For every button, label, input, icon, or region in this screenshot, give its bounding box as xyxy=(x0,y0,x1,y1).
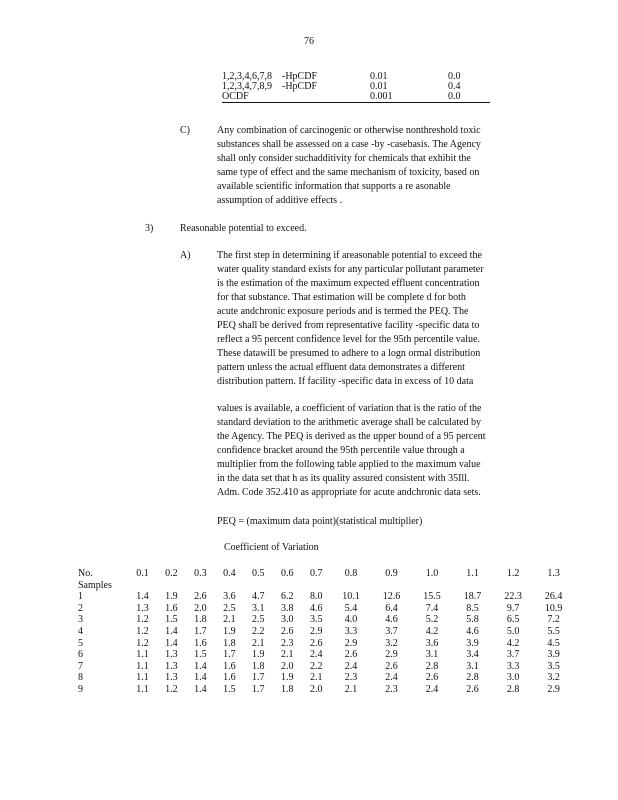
multiplier-cell: 1.6 xyxy=(194,637,207,649)
multiplier-cell: 1.2 xyxy=(136,625,149,637)
peq-formula: PEQ = (maximum data point)(statistical multiplier) xyxy=(217,516,423,527)
text-line: is the estimation of the maximum expected effluent concentration xyxy=(217,278,480,289)
text-line: the Agency. The PEQ is derived as the upper bound of a 95 percent xyxy=(217,431,486,442)
multiplier-cell: 3.9 xyxy=(547,649,560,661)
multiplier-cell: 1.3 xyxy=(165,672,178,684)
column-header: 0.9 xyxy=(385,568,398,579)
column-header: 0.8 xyxy=(344,568,358,579)
section-a-paragraph-1 xyxy=(217,249,535,389)
multiplier-cell: 3.1 xyxy=(466,660,479,672)
multiplier-cell: 2.1 xyxy=(223,614,236,626)
table-row xyxy=(78,626,574,638)
multiplier-cell: 8.0 xyxy=(309,591,323,603)
multiplier-cell: 1.7 xyxy=(252,683,265,695)
multiplier-cell: 2.5 xyxy=(252,614,265,626)
column-header: 1.2 xyxy=(506,568,520,579)
multiplier-cell: 1.1 xyxy=(136,649,149,661)
empty-cell xyxy=(128,580,157,592)
text-line: shall only consider suchadditivity for chemicals that exhibit the xyxy=(217,153,471,164)
secondary-value: 0.0 xyxy=(448,71,461,82)
text-line: acute andchronic exposure periods and is termed the PEQ. The xyxy=(217,306,469,317)
multiplier-cell: 2.6 xyxy=(344,649,358,661)
multiplier-cell: 4.7 xyxy=(252,591,265,603)
text-line: same type of effect and the same mechanism of toxicity, based on xyxy=(217,167,480,178)
multiplier-cell: 2.0 xyxy=(194,602,207,614)
multiplier-cell: 10.1 xyxy=(342,591,360,603)
multiplier-cell: 2.3 xyxy=(385,683,398,695)
multiplier-cell: 2.1 xyxy=(252,637,265,649)
multiplier-cell: 2.8 xyxy=(425,660,439,672)
multiplier-cell: 1.8 xyxy=(280,683,294,695)
table-row xyxy=(78,603,574,615)
multiplier-cell: 8.5 xyxy=(466,602,479,614)
multiplier-cell: 5.8 xyxy=(466,614,479,626)
empty-cell xyxy=(215,580,244,592)
multiplier-cell: 22.3 xyxy=(504,591,522,603)
header-row xyxy=(78,568,574,580)
multiplier-cell: 6.4 xyxy=(385,602,398,614)
table-row xyxy=(78,591,574,603)
header-row xyxy=(78,580,574,592)
text-line: Adm. Code 352.410 as appropriate for acute andchronic data sets. xyxy=(217,487,481,498)
empty-cell xyxy=(302,580,331,592)
multiplier-cell: 3.1 xyxy=(252,602,265,614)
multiplier-cell: 1.9 xyxy=(165,591,178,603)
multiplier-cell: 1.7 xyxy=(252,672,265,684)
multiplier-cell: 1.4 xyxy=(194,672,207,684)
multiplier-cell: 1.4 xyxy=(194,660,207,672)
multiplier-cell: 4.0 xyxy=(344,614,358,626)
multiplier-cell: 7.4 xyxy=(425,602,439,614)
sample-count: 4 xyxy=(78,625,83,637)
multiplier-cell: 9.7 xyxy=(506,602,520,614)
multiplier-cell: 1.6 xyxy=(223,672,236,684)
multiplier-cell: 2.4 xyxy=(344,660,358,672)
table-row xyxy=(78,638,574,650)
sample-count: 9 xyxy=(78,683,83,695)
multiplier-cell: 1.5 xyxy=(223,683,236,695)
multiplier-cell: 3.1 xyxy=(425,649,439,661)
sample-count: 7 xyxy=(78,660,83,672)
multiplier-cell: 2.1 xyxy=(280,649,294,661)
row-header: Samples xyxy=(78,579,112,591)
empty-cell xyxy=(452,580,493,592)
multiplier-cell: 2.6 xyxy=(309,637,323,649)
multiplier-cell: 1.1 xyxy=(136,683,149,695)
multiplier-cell: 1.7 xyxy=(223,649,236,661)
multiplier-cell: 1.5 xyxy=(165,614,178,626)
multiplier-cell: 3.2 xyxy=(385,637,398,649)
column-header: 0.7 xyxy=(309,568,323,579)
section-c-paragraph xyxy=(217,124,533,208)
congener-name: 1,2,3,4,6,7,8 xyxy=(222,71,272,82)
sample-count: 1 xyxy=(78,591,83,603)
empty-cell xyxy=(273,580,302,592)
empty-cell xyxy=(186,580,215,592)
multiplier-cell: 4.6 xyxy=(466,625,479,637)
table-row xyxy=(78,661,574,673)
table-row xyxy=(78,684,574,696)
multiplier-cell: 2.3 xyxy=(344,672,358,684)
multiplier-cell: 5.4 xyxy=(344,602,358,614)
multiplier-cell: 1.4 xyxy=(136,591,149,603)
text-line: values is available, a coefficient of variation that is the ratio of the xyxy=(217,403,482,414)
multiplier-cell: 1.9 xyxy=(280,672,294,684)
table-row xyxy=(78,614,574,626)
multiplier-cell: 1.4 xyxy=(194,683,207,695)
multiplier-cell: 18.7 xyxy=(463,591,482,603)
multiplier-cell: 3.0 xyxy=(506,672,520,684)
text-line: substances shall be assessed on a case -by -casebasis. The Agency xyxy=(217,139,481,150)
multiplier-cell: 2.0 xyxy=(309,683,323,695)
text-line: for that substance. That estimation will be complete d for both xyxy=(217,292,466,303)
multiplier-cell: 2.9 xyxy=(547,683,560,695)
section-3-title: Reasonable potential to exceed. xyxy=(180,223,307,234)
text-line: in the data set that h as its quality assured consistent with 35Ill. xyxy=(217,473,470,484)
section-3-label: 3) xyxy=(145,223,154,234)
sample-count: 2 xyxy=(78,602,83,614)
empty-cell xyxy=(493,580,534,592)
multiplier-cell: 1.1 xyxy=(136,672,149,684)
text-line: standard deviation to the arithmetic average shall be calculated by xyxy=(217,417,482,428)
multiplier-cell: 1.2 xyxy=(136,637,149,649)
multiplier-cell: 3.6 xyxy=(223,591,236,603)
tef-value: 0.001 xyxy=(370,92,448,103)
text-line: assumption of additive effects . xyxy=(217,195,343,206)
multiplier-cell: 5.5 xyxy=(547,625,560,637)
text-line: distribution pattern. If facility -specific data in excess of 10 data xyxy=(217,376,474,387)
multiplier-cell: 4.6 xyxy=(309,602,323,614)
multiplier-cell: 2.1 xyxy=(309,672,323,684)
text-line: multiplier from the following table applied to the maximum value xyxy=(217,459,481,470)
multiplier-cell: 2.3 xyxy=(280,637,294,649)
multiplier-cell: 1.6 xyxy=(165,602,178,614)
congener-suffix xyxy=(282,92,370,103)
multiplier-cell: 2.6 xyxy=(280,625,294,637)
multiplier-cell: 6.2 xyxy=(280,591,294,603)
table-caption: Coefficient of Variation xyxy=(224,542,319,553)
multiplier-cell: 2.9 xyxy=(385,649,398,661)
empty-cell xyxy=(533,580,574,592)
multiplier-cell: 3.2 xyxy=(547,672,560,684)
column-header: 1.3 xyxy=(547,568,560,579)
section-a-label: A) xyxy=(180,250,191,261)
congener-suffix: -HpCDF xyxy=(282,71,318,82)
tef-value: 0.01 xyxy=(370,71,388,82)
text-line: The first step in determining if areasonable potential to exceed the xyxy=(217,250,482,261)
secondary-value: 0.4 xyxy=(448,81,461,92)
sample-count: 3 xyxy=(78,614,83,626)
multiplier-cell: 1.4 xyxy=(165,637,178,649)
congener-name: 1,2,3,4,7,8,9 xyxy=(222,81,272,92)
section-a-paragraph-2 xyxy=(217,402,535,500)
tef-value: 0.01 xyxy=(370,81,388,92)
section-c-label: C) xyxy=(180,125,190,136)
multiplier-cell: 2.8 xyxy=(466,672,479,684)
multiplier-cell: 1.2 xyxy=(136,614,149,626)
multiplier-cell: 26.4 xyxy=(544,591,563,603)
page-number: 76 xyxy=(304,36,314,47)
multiplier-cell: 12.6 xyxy=(382,591,401,603)
multiplier-cell: 15.5 xyxy=(423,591,441,603)
column-header: 0.4 xyxy=(223,568,236,579)
multiplier-cell: 3.7 xyxy=(506,649,520,661)
multiplier-cell: 5.2 xyxy=(425,614,439,626)
text-line: PEQ shall be derived from representative facility -specific data to xyxy=(217,320,480,331)
sample-count: 5 xyxy=(78,637,83,649)
multiplier-cell: 1.3 xyxy=(165,660,178,672)
sample-count: 6 xyxy=(78,649,83,661)
empty-cell xyxy=(157,580,186,592)
text-line: reflect a 95 percent confidence level for the 95th percentile value. xyxy=(217,334,480,345)
multiplier-cell: 2.6 xyxy=(466,683,479,695)
multiplier-cell: 3.9 xyxy=(466,637,479,649)
multiplier-cell: 2.6 xyxy=(385,660,398,672)
multiplier-cell: 2.6 xyxy=(425,672,439,684)
multiplier-cell: 2.8 xyxy=(506,683,520,695)
multiplier-cell: 3.7 xyxy=(385,625,398,637)
multiplier-cell: 3.8 xyxy=(280,602,294,614)
multiplier-cell: 7.2 xyxy=(547,614,560,626)
multiplier-cell: 10.9 xyxy=(544,602,563,614)
multiplier-cell: 6.5 xyxy=(506,614,520,626)
multiplier-cell: 1.8 xyxy=(223,637,236,649)
text-line: pattern unless the actual effluent data demonstrates a different xyxy=(217,362,465,373)
multiplier-cell: 1.2 xyxy=(165,683,178,695)
multiplier-cell: 1.8 xyxy=(252,660,265,672)
column-header: 0.5 xyxy=(252,568,265,579)
column-header: 1.1 xyxy=(466,568,479,579)
column-header: 0.3 xyxy=(194,568,207,579)
multiplier-cell: 1.9 xyxy=(223,625,236,637)
column-header: 0.1 xyxy=(136,568,149,579)
multiplier-cell: 3.5 xyxy=(309,614,323,626)
sample-count: 8 xyxy=(78,672,83,684)
multiplier-cell: 5.0 xyxy=(506,625,520,637)
multiplier-cell: 1.7 xyxy=(194,625,207,637)
multiplier-cell: 2.2 xyxy=(309,660,323,672)
multiplier-cell: 3.5 xyxy=(547,660,560,672)
table-row xyxy=(78,649,574,661)
multiplier-cell: 3.0 xyxy=(280,614,294,626)
multiplier-cell: 1.5 xyxy=(194,649,207,661)
multiplier-cell: 4.5 xyxy=(547,637,560,649)
multiplier-cell: 2.0 xyxy=(280,660,294,672)
empty-cell xyxy=(244,580,273,592)
empty-cell xyxy=(412,580,453,592)
text-line: Any combination of carcinogenic or otherwise nonthreshold toxic xyxy=(217,125,481,136)
text-line: water quality standard exists for any particular pollutant parameter xyxy=(217,264,484,275)
multiplier-cell: 2.5 xyxy=(223,602,236,614)
column-header: 0.2 xyxy=(165,568,178,579)
multiplier-cell: 2.9 xyxy=(344,637,358,649)
multiplier-cell: 4.6 xyxy=(385,614,398,626)
multiplier-cell: 3.3 xyxy=(506,660,520,672)
text-line: These datawill be presumed to adhere to a logn ormal distribution xyxy=(217,348,481,359)
multiplier-cell: 2.2 xyxy=(252,625,265,637)
multiplier-cell: 1.1 xyxy=(136,660,149,672)
multiplier-cell: 1.4 xyxy=(165,625,178,637)
multiplier-cell: 3.3 xyxy=(344,625,358,637)
multiplier-cell: 2.6 xyxy=(194,591,207,603)
empty-cell xyxy=(371,580,412,592)
multiplier-cell: 2.4 xyxy=(425,683,439,695)
coefficient-of-variation-table xyxy=(78,568,574,696)
row-header: No. xyxy=(78,568,93,579)
multiplier-cell: 1.9 xyxy=(252,649,265,661)
table-row xyxy=(78,672,574,684)
multiplier-cell: 4.2 xyxy=(506,637,520,649)
congener-name: OCDF xyxy=(222,92,282,103)
text-line: confidence bracket around the 95th percentile value through a xyxy=(217,445,465,456)
multiplier-cell: 2.4 xyxy=(309,649,323,661)
empty-cell xyxy=(331,580,372,592)
multiplier-cell: 4.2 xyxy=(425,625,439,637)
toxicity-equivalency-table xyxy=(222,72,490,103)
multiplier-cell: 2.9 xyxy=(309,625,323,637)
secondary-value: 0.0 xyxy=(448,92,490,103)
multiplier-cell: 1.6 xyxy=(223,660,236,672)
table-row xyxy=(222,92,490,103)
congener-suffix: -HpCDF xyxy=(282,81,318,92)
multiplier-cell: 3.6 xyxy=(425,637,439,649)
multiplier-cell: 2.4 xyxy=(385,672,398,684)
text-line: available scientific information that supports a re asonable xyxy=(217,181,451,192)
multiplier-cell: 2.1 xyxy=(344,683,358,695)
multiplier-cell: 1.3 xyxy=(136,602,149,614)
multiplier-cell: 1.3 xyxy=(165,649,178,661)
column-header: 1.0 xyxy=(425,568,439,579)
column-header: 0.6 xyxy=(280,568,294,579)
multiplier-cell: 3.4 xyxy=(466,649,479,661)
multiplier-cell: 1.8 xyxy=(194,614,207,626)
